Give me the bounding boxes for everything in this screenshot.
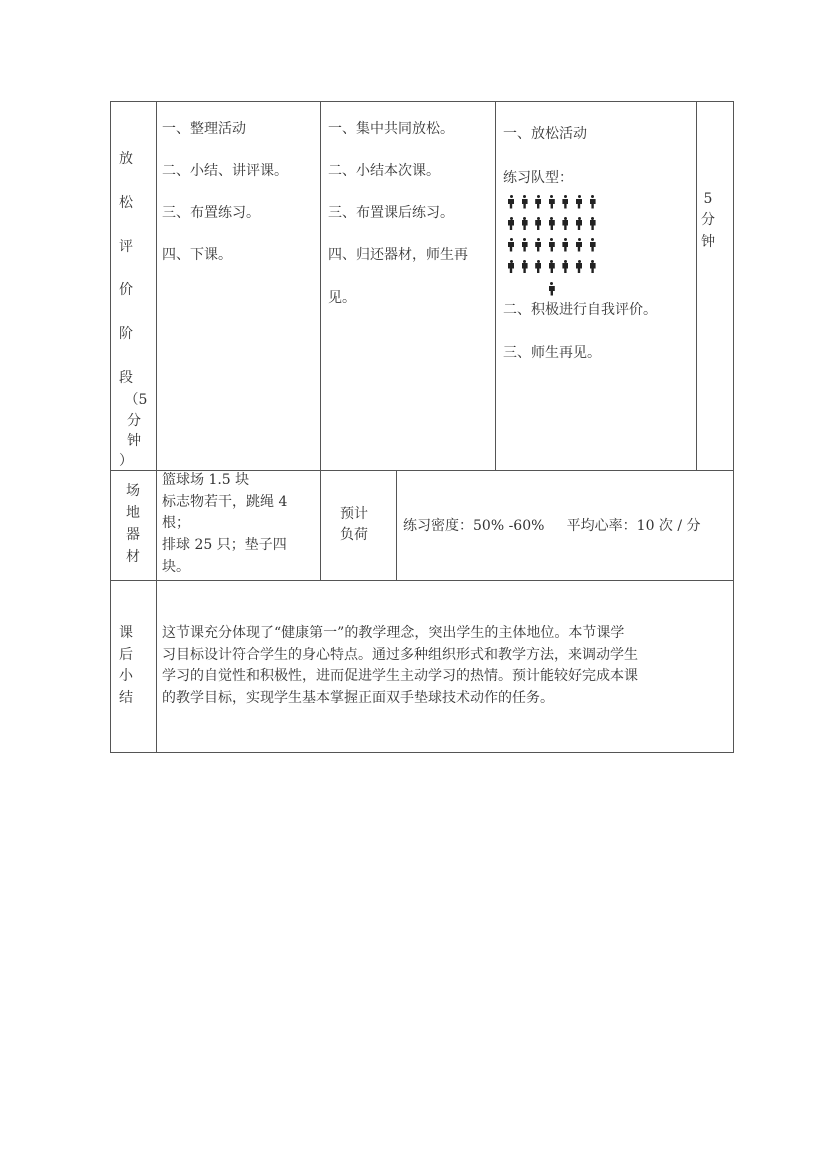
student-figure-icon — [590, 260, 596, 274]
stage-char: 价 — [119, 282, 133, 298]
row-divider — [110, 470, 734, 471]
student-figure-icon — [549, 217, 555, 231]
col-divider — [396, 470, 397, 580]
stage-char: 评 — [119, 239, 133, 255]
student-figure-icon — [562, 260, 568, 274]
org-item: 三、师生再见。 — [503, 345, 601, 361]
student-figure-icon — [562, 217, 568, 231]
student-figure-icon — [508, 238, 514, 252]
table-border — [110, 752, 734, 753]
table-border — [110, 101, 734, 102]
stage-duration: （5 — [124, 392, 148, 408]
student-item: 四、归还器材，师生再 — [328, 247, 468, 263]
stage-duration: ） — [119, 453, 133, 469]
student-figure-icon — [522, 217, 528, 231]
student-figure-icon — [576, 217, 582, 231]
teacher-item: 四、下课。 — [162, 247, 232, 263]
student-figure-icon — [562, 195, 568, 209]
label-char: 场 — [126, 483, 140, 499]
label-char: 后 — [119, 647, 133, 663]
equipment-line: 根； — [162, 515, 190, 531]
col-divider — [156, 101, 157, 753]
time-char: 5 — [703, 191, 713, 207]
student-item: 三、布置课后练习。 — [328, 205, 454, 221]
student-figure-icon — [549, 238, 555, 252]
summary-line: 习目标设计符合学生的身心特点。通过多种组织形式和教学方法，来调动学生 — [162, 647, 638, 663]
load-value: 练习密度：50% -60% 平均心率：10 次 / 分 — [403, 518, 701, 534]
stage-char: 松 — [119, 195, 133, 211]
student-figure-icon — [576, 195, 582, 209]
label-char: 结 — [119, 690, 133, 706]
student-figure-icon — [576, 260, 582, 274]
stage-duration: 分 — [127, 413, 141, 429]
org-item: 一、放松活动 — [503, 126, 587, 142]
summary-line: 这节课充分体现了“健康第一”的教学理念，突出学生的主体地位。本节课学 — [162, 625, 625, 641]
summary-line: 的教学目标，实现学生基本掌握正面双手垫球技术动作的任务。 — [162, 690, 554, 706]
label-char: 材 — [126, 549, 140, 565]
label-char: 器 — [126, 527, 140, 543]
teacher-item: 一、整理活动 — [162, 121, 246, 137]
student-figure-icon — [522, 260, 528, 274]
time-char: 分 — [701, 212, 715, 228]
stage-char: 放 — [119, 151, 133, 167]
equipment-line: 排球 25 只；垫子四 — [162, 537, 287, 553]
table-border — [110, 101, 111, 753]
student-figure-icon — [590, 238, 596, 252]
teacher-figure-icon — [549, 282, 555, 296]
load-label: 预计 — [340, 506, 368, 522]
student-figure-icon — [590, 195, 596, 209]
student-figure-icon — [508, 195, 514, 209]
student-figure-icon — [576, 238, 582, 252]
stage-char: 阶 — [119, 326, 133, 342]
student-figure-icon — [535, 217, 541, 231]
student-figure-icon — [549, 195, 555, 209]
student-item: 一、集中共同放松。 — [328, 121, 454, 137]
student-item: 见。 — [328, 290, 356, 306]
student-figure-icon — [590, 217, 596, 231]
col-divider — [320, 101, 321, 580]
col-divider — [495, 101, 496, 470]
table-border — [733, 101, 734, 753]
stage-char: 段 — [119, 370, 133, 386]
equipment-line: 篮球场 1.5 块 — [162, 472, 250, 488]
org-item: 二、积极进行自我评价。 — [503, 302, 657, 318]
formation-label: 练习队型： — [503, 170, 573, 186]
student-figure-icon — [508, 260, 514, 274]
label-char: 地 — [126, 505, 140, 521]
student-item: 二、小结本次课。 — [328, 163, 440, 179]
load-label: 负荷 — [340, 527, 368, 543]
student-figure-icon — [522, 238, 528, 252]
equipment-line: 块。 — [162, 559, 190, 575]
student-figure-icon — [522, 195, 528, 209]
teacher-item: 三、布置练习。 — [162, 205, 260, 221]
equipment-line: 标志物若干，跳绳 4 — [162, 494, 288, 510]
student-figure-icon — [562, 238, 568, 252]
student-figure-icon — [535, 238, 541, 252]
label-char: 小 — [119, 668, 133, 684]
summary-line: 学习的自觉性和积极性，进而促进学生主动学习的热情。预计能较好完成本课 — [162, 668, 638, 684]
row-divider — [110, 580, 734, 581]
student-figure-icon — [549, 260, 555, 274]
col-divider — [696, 101, 697, 470]
student-figure-icon — [535, 260, 541, 274]
stage-duration: 钟 — [127, 433, 141, 449]
time-char: 钟 — [701, 234, 715, 250]
teacher-item: 二、小结、讲评课。 — [162, 163, 288, 179]
label-char: 课 — [119, 625, 133, 641]
student-figure-icon — [535, 195, 541, 209]
student-figure-icon — [508, 217, 514, 231]
